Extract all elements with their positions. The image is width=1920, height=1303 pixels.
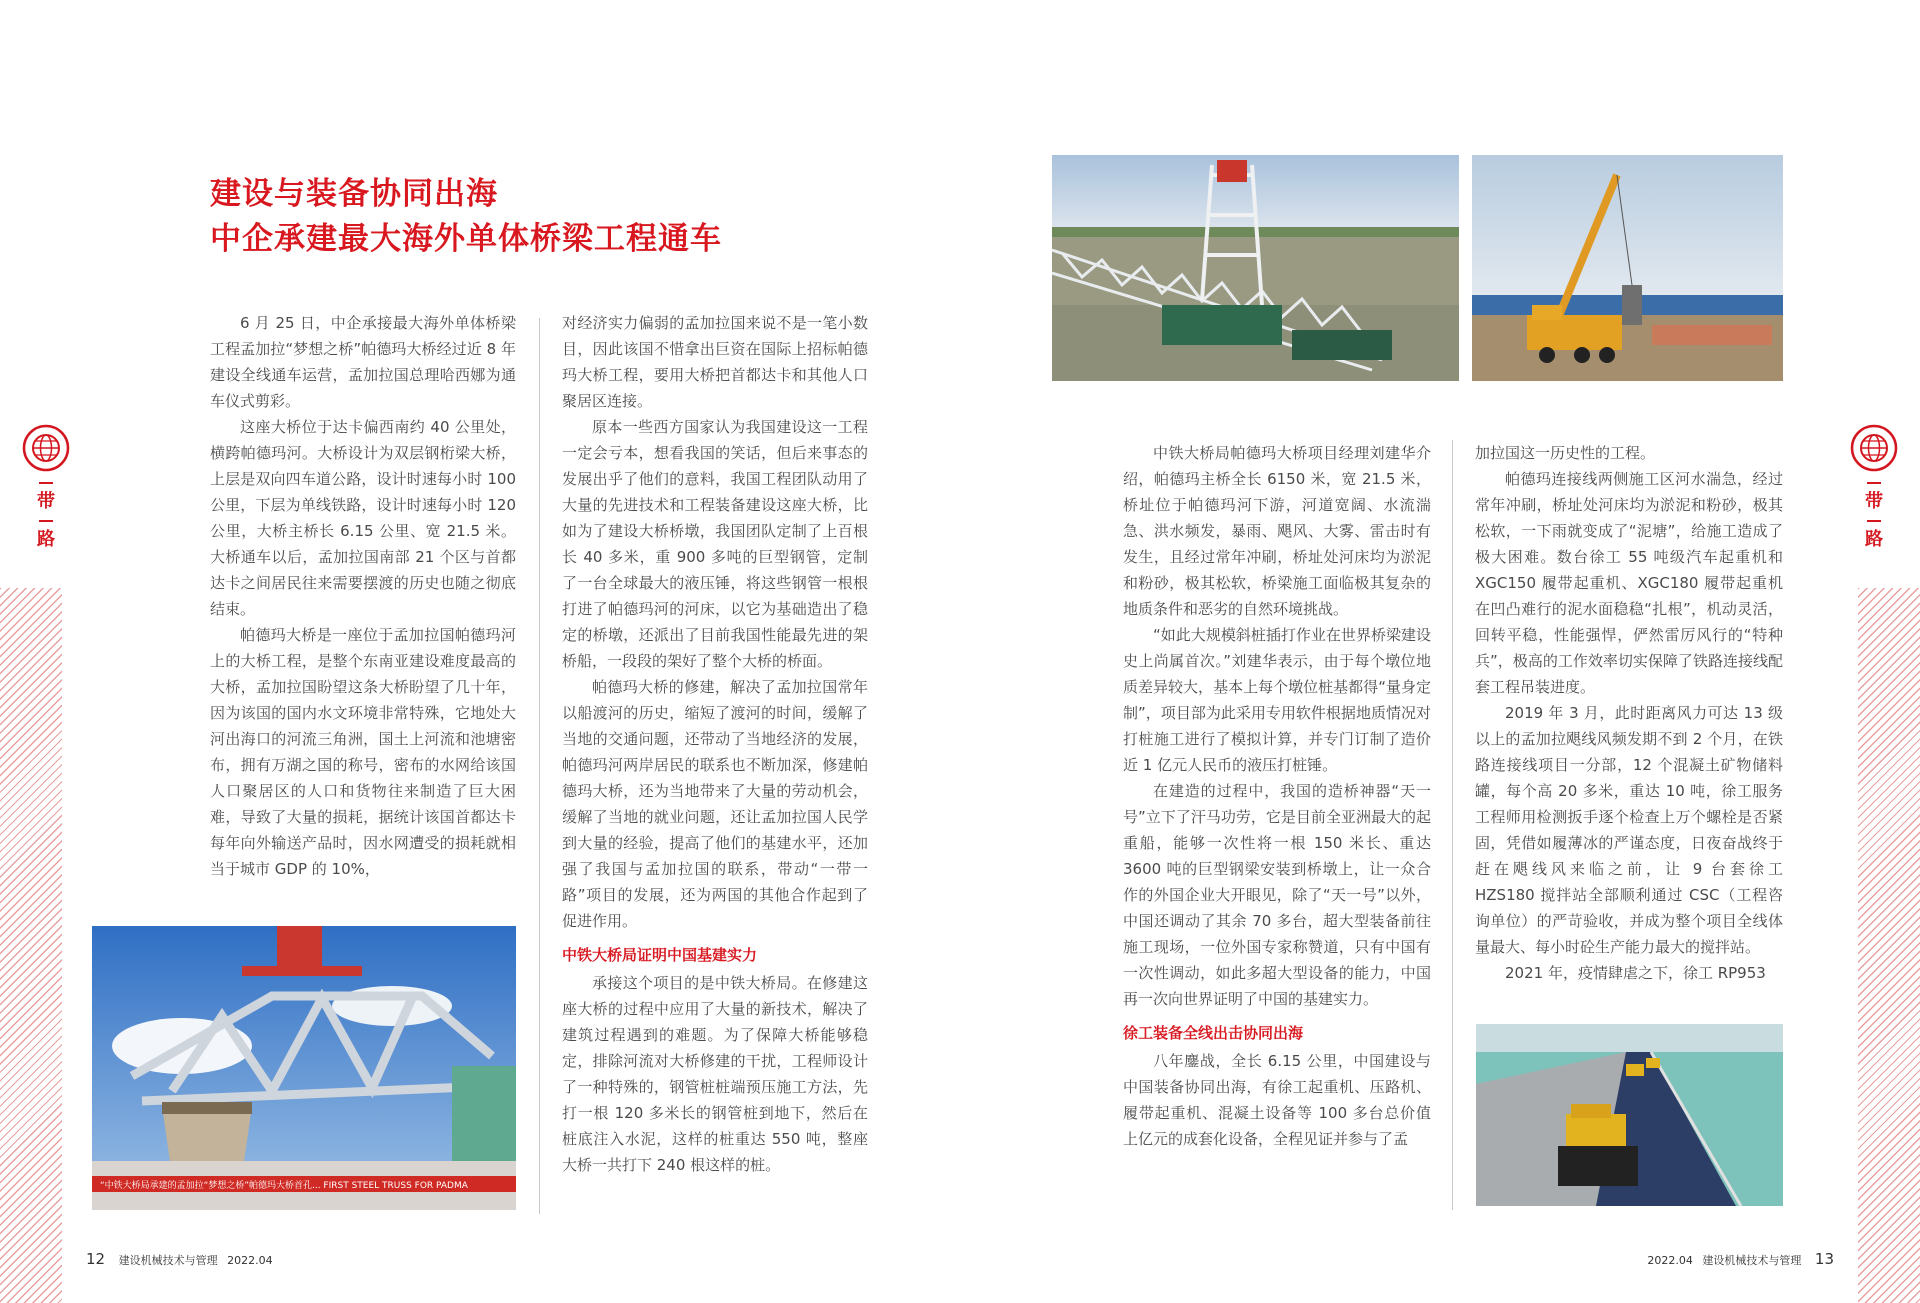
section-heading: 徐工装备全线出击协同出海: [1123, 1024, 1304, 1042]
globe-icon: [22, 424, 70, 472]
paragraph: 中铁大桥局帕德玛大桥项目经理刘建华介绍，帕德玛主桥全长 6150 米，宽 21.5 米，桥址位于帕德玛河下游，河道宽阔、水流湍急、洪水频发，暴雨、飓风、大雾、雷击时有发生，且经过常年冲刷，桥址处河床均为淤泥和粉砂，极其松软，桥梁施工面临极其复杂的地质条件和恶劣的自然环境挑战。: [1123, 444, 1431, 618]
journal-name: 建设机械技术与管理: [1702, 1254, 1802, 1267]
paragraph: 帕德玛连接线两侧施工区河水湍急，经过常年冲刷，桥址处河床均为淤泥和粉砂，极其松软，一下雨就变成了“泥塘”，给施工造成了极大困难。数台徐工 55 吨级汽车起重机和 XGC150 履带起重机、XGC180 履带起重机在凹凸难行的泥水面稳稳“扎根”，机动灵活，回转平稳，性能强悍，俨然雷厉风行的“特种兵”，极高的工作效率切实保障了铁路连接线配套工程吊装进度。: [1475, 470, 1783, 696]
issue-number: 2022.04: [227, 1254, 273, 1267]
text-column-1: [210, 310, 516, 882]
left-footer: [86, 1250, 273, 1268]
paragraph: “如此大规模斜桩插打作业在世界桥梁建设史上尚属首次。”刘建华表示，由于每个墩位地质差异较大，基本上每个墩位桩基都得“量身定制”，项目部为此采用专用软件根据地质情况对打桩施工进行了模拟计算，并专门订制了造价近 1 亿元人民币的液压打桩锤。: [1123, 626, 1431, 774]
badge-dash: [1867, 482, 1881, 484]
paragraph: 八年鏖战，全长 6.15 公里，中国建设与中国装备协同出海，有徐工起重机、压路机、履带起重机、混凝土设备等 100 多台总价值上亿元的成套化设备，全程见证并参与了孟: [1123, 1052, 1431, 1148]
article-title: [210, 172, 722, 262]
paragraph: 这座大桥位于达卡偏西南约 40 公里处，横跨帕德玛河。大桥设计为双层钢桁梁大桥，上层是双向四车道公路，设计时速每小时 100 公里，下层为单线铁路，设计时速每小时 120 公里，大桥主桥长 6.15 公里、宽 21.5 米。大桥通车以后，孟加拉国南部 21 个区与首都达卡之间居民往来需要摆渡的历史也随之彻底结束。: [210, 418, 516, 618]
text-column-2: [562, 310, 868, 1178]
title-line-1: 建设与装备协同出海: [210, 176, 498, 212]
paragraph: 加拉国这一历史性的工程。: [1475, 444, 1656, 462]
paragraph: 承接这个项目的是中铁大桥局。在修建这座大桥的过程中应用了大量的新技术，解决了建筑过程遇到的难题。为了保障大桥能够稳定，排除河流对大桥修建的干扰，工程师设计了一种特殊的，钢管桩桩端预压施工方法，先打一根 120 多米长的钢管桩到地下，然后在桩底注入水泥，这样的桩重达 550 吨，整座大桥一共打下 240 根这样的桩。: [562, 974, 868, 1174]
badge-dash: [39, 482, 53, 484]
paragraph: 帕德玛大桥的修建，解决了孟加拉国常年以船渡河的历史，缩短了渡河的时间，缓解了当地的交通问题，还带动了当地经济的发展，帕德玛河两岸居民的联系也不断加深，修建帕德玛大桥，还为当地带来了大量的劳动机会，缓解了当地的就业问题，还让孟加拉国人民学到大量的经验，提高了他们的基建水平，还加强了我国与孟加拉国的联系，带动“一带一路”项目的发展，还为两国的其他合作起到了促进作用。: [562, 678, 868, 930]
left-edge-stripe: [0, 588, 62, 1303]
page-number: 12: [86, 1250, 106, 1268]
issue-number: 2022.04: [1647, 1254, 1693, 1267]
title-line-2: 中企承建最大海外单体桥梁工程通车: [210, 221, 722, 257]
badge-char: 带: [1865, 491, 1883, 512]
badge-dash: [1867, 520, 1881, 522]
paragraph: 在建造的过程中，我国的造桥神器“天一号”立下了汗马功劳，它是目前全亚洲最大的起重船，能够一次性将一根 150 米长、重达 3600 吨的巨型钢梁安装到桥墩上，让一众合作的外国企业大开眼见，除了“天一号”以外，中国还调动了其余 70 多台，超大型装备前往施工现场，一位外国专家称赞道，只有中国有一次性调动，如此多超大型设备的能力，中国再一次向世界证明了中国的基建实力。: [1123, 782, 1431, 1008]
photo-bridge-pier-lift: [92, 926, 516, 1210]
photo-bridge-truss: [1052, 155, 1459, 381]
photo-road-paving: [1476, 1024, 1783, 1206]
globe-icon: [1850, 424, 1898, 472]
column-divider: [539, 318, 540, 1214]
paragraph: 2019 年 3 月，此时距离风力可达 13 级以上的孟加拉飓线风频发期不到 2 个月，在铁路连接线项目一分部，12 个混凝土矿物储料罐，每个高 20 多米，重达 10 吨，徐工服务工程师用检测扳手逐个检查上万个螺栓是否紧固，凭借如履薄冰的严谨态度，日夜奋战终于赶在飓线风来临之前，让 9 台套徐工 HZS180 搅拌站全部顺利通过 CSC（工程咨询单位）的严苛验收，并成为整个项目全线体量最大、每小时砼生产能力最大的搅拌站。: [1475, 704, 1783, 956]
badge-char: 路: [37, 529, 55, 550]
text-column-4: [1475, 440, 1783, 986]
photo-crane-site: [1472, 155, 1783, 381]
section-heading: 中铁大桥局证明中国基建实力: [562, 946, 758, 964]
right-footer: [1647, 1250, 1834, 1268]
photo-banner-text: “中铁大桥局承建的孟加拉“梦想之桥”帕德玛大桥首孔... FIRST STEEL TRUSS FOR PADMA: [100, 1181, 468, 1191]
paragraph: 帕德玛大桥是一座位于孟加拉国帕德玛河上的大桥工程，是整个东南亚建设难度最高的大桥，孟加拉国盼望这条大桥盼望了几十年，因为该国的国内水文环境非常特殊，它地处大河出海口的河流三角洲，国土上河流和池塘密布，拥有万湖之国的称号，密布的水网给该国人口聚居区的人口和货物往来制造了巨大困难，导致了大量的损耗，据统计该国首都达卡每年向外输送产品时，因水网遭受的损耗就相当于城市 GDP 的 10%，: [210, 626, 516, 878]
page-number: 13: [1814, 1250, 1834, 1268]
column-divider: [1452, 440, 1453, 1210]
paragraph: 原本一些西方国家认为我国建设这一工程一定会亏本，想看我国的笑话，但后来事态的发展出乎了他们的意料，我国工程团队动用了大量的先进技术和工程装备建设这座大桥，比如为了建设大桥桥墩，我国团队定制了上百根长 40 多米，重 900 多吨的巨型钢管，定制了一台全球最大的液压锤，将这些钢管一根根打进了帕德玛河的河床，以它为基础造出了稳定的桥墩，还派出了目前我国性能最先进的架桥船，一段段的架好了整个大桥的桥面。: [562, 418, 868, 670]
right-side-badge: [1848, 424, 1900, 553]
journal-name: 建设机械技术与管理: [118, 1254, 218, 1267]
paragraph: 2021 年，疫情肆虐之下，徐工 RP953: [1505, 964, 1766, 982]
left-side-badge: [20, 424, 72, 553]
right-edge-stripe: [1858, 588, 1920, 1303]
badge-char: 路: [1865, 529, 1883, 550]
badge-char: 带: [37, 491, 55, 512]
paragraph: 对经济实力偏弱的孟加拉国来说不是一笔小数目，因此该国不惜拿出巨资在国际上招标帕德玛大桥工程，要用大桥把首都达卡和其他人口聚居区连接。: [562, 314, 868, 410]
paragraph: 6 月 25 日，中企承接最大海外单体桥梁工程孟加拉“梦想之桥”帕德玛大桥经过近 8 年建设全线通车运营，孟加拉国总理哈西娜为通车仪式剪彩。: [210, 314, 516, 410]
badge-dash: [39, 520, 53, 522]
text-column-3: [1123, 440, 1431, 1152]
